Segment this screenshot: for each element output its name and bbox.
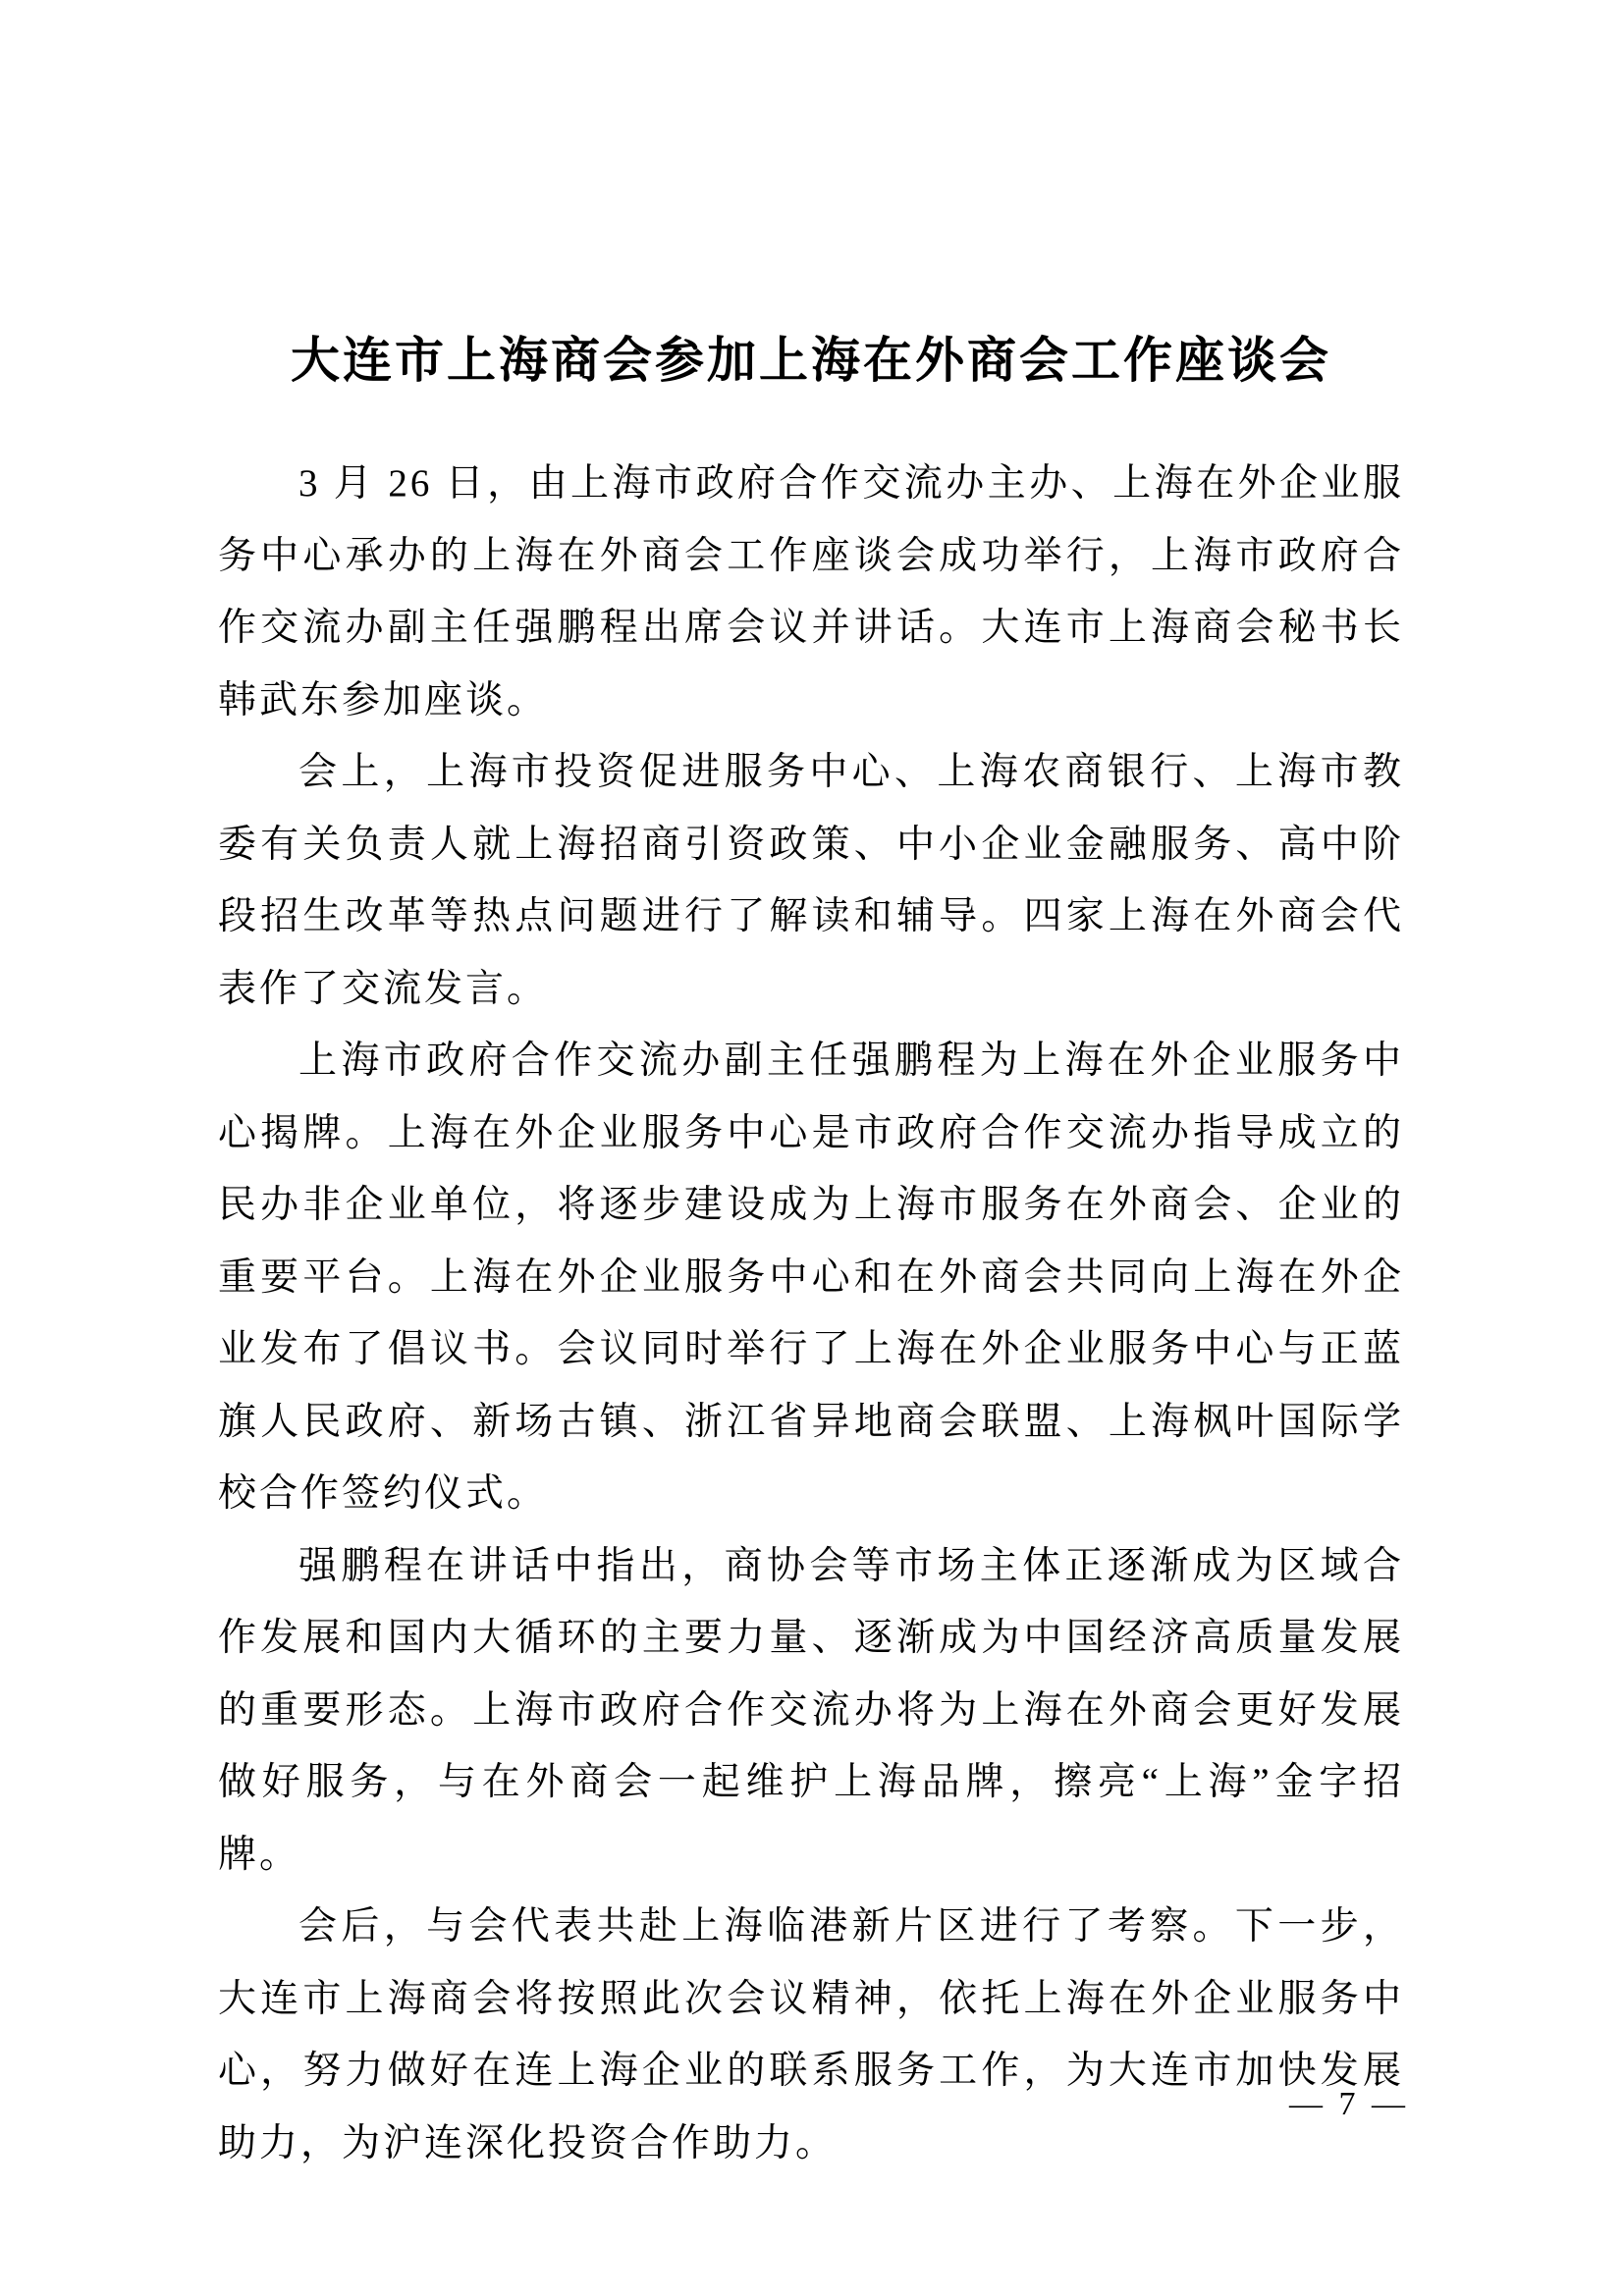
paragraph-3: 上海市政府合作交流办副主任强鹏程为上海在外企业服务中心揭牌。上海在外企业服务中心是市政府合作交流办指导成立的民办非企业单位，将逐步建设成为上海市服务在外商会、企业的重要平台。上海在外企业服务中心和在外商会共同向上海在外企业发布了倡议书。会议同时举行了上海在外企业服务中心与正蓝旗人民政府、新场古镇、浙江省异地商会联盟、上海枫叶国际学校合作签约仪式。 xyxy=(218,1040,1404,1515)
document-body xyxy=(218,448,1404,2179)
paragraph-5: 会后，与会代表共赴上海临港新片区进行了考察。下一步，大连市上海商会将按照此次会议精神，依托上海在外企业服务中心，努力做好在连上海企业的联系服务工作，为大连市加快发展助力，为沪连深化投资合作助力。 xyxy=(218,1905,1404,2164)
paragraph-4: 强鹏程在讲话中指出，商协会等市场主体正逐渐成为区域合作发展和国内大循环的主要力量、逐渐成为中国经济高质量发展的重要形态。上海市政府合作交流办将为上海在外商会更好发展做好服务，与在外商会一起维护上海品牌，擦亮“上海”金字招牌。 xyxy=(218,1544,1404,1876)
paragraph-2: 会上，上海市投资促进服务中心、上海农商银行、上海市教委有关负责人就上海招商引资政策、中小企业金融服务、高中阶段招生改革等热点问题进行了解读和辅导。四家上海在外商会代表作了交流发言。 xyxy=(218,751,1404,1010)
document-title: 大连市上海商会参加上海在外商会工作座谈会 xyxy=(291,333,1331,388)
page-number: — 7 — xyxy=(1289,2086,1409,2122)
paragraph-1: 3 月 26 日，由上海市政府合作交流办主办、上海在外企业服务中心承办的上海在外商会工作座谈会成功举行，上海市政府合作交流办副主任强鹏程出席会议并讲话。大连市上海商会秘书长韩武东参加座谈。 xyxy=(218,462,1404,721)
